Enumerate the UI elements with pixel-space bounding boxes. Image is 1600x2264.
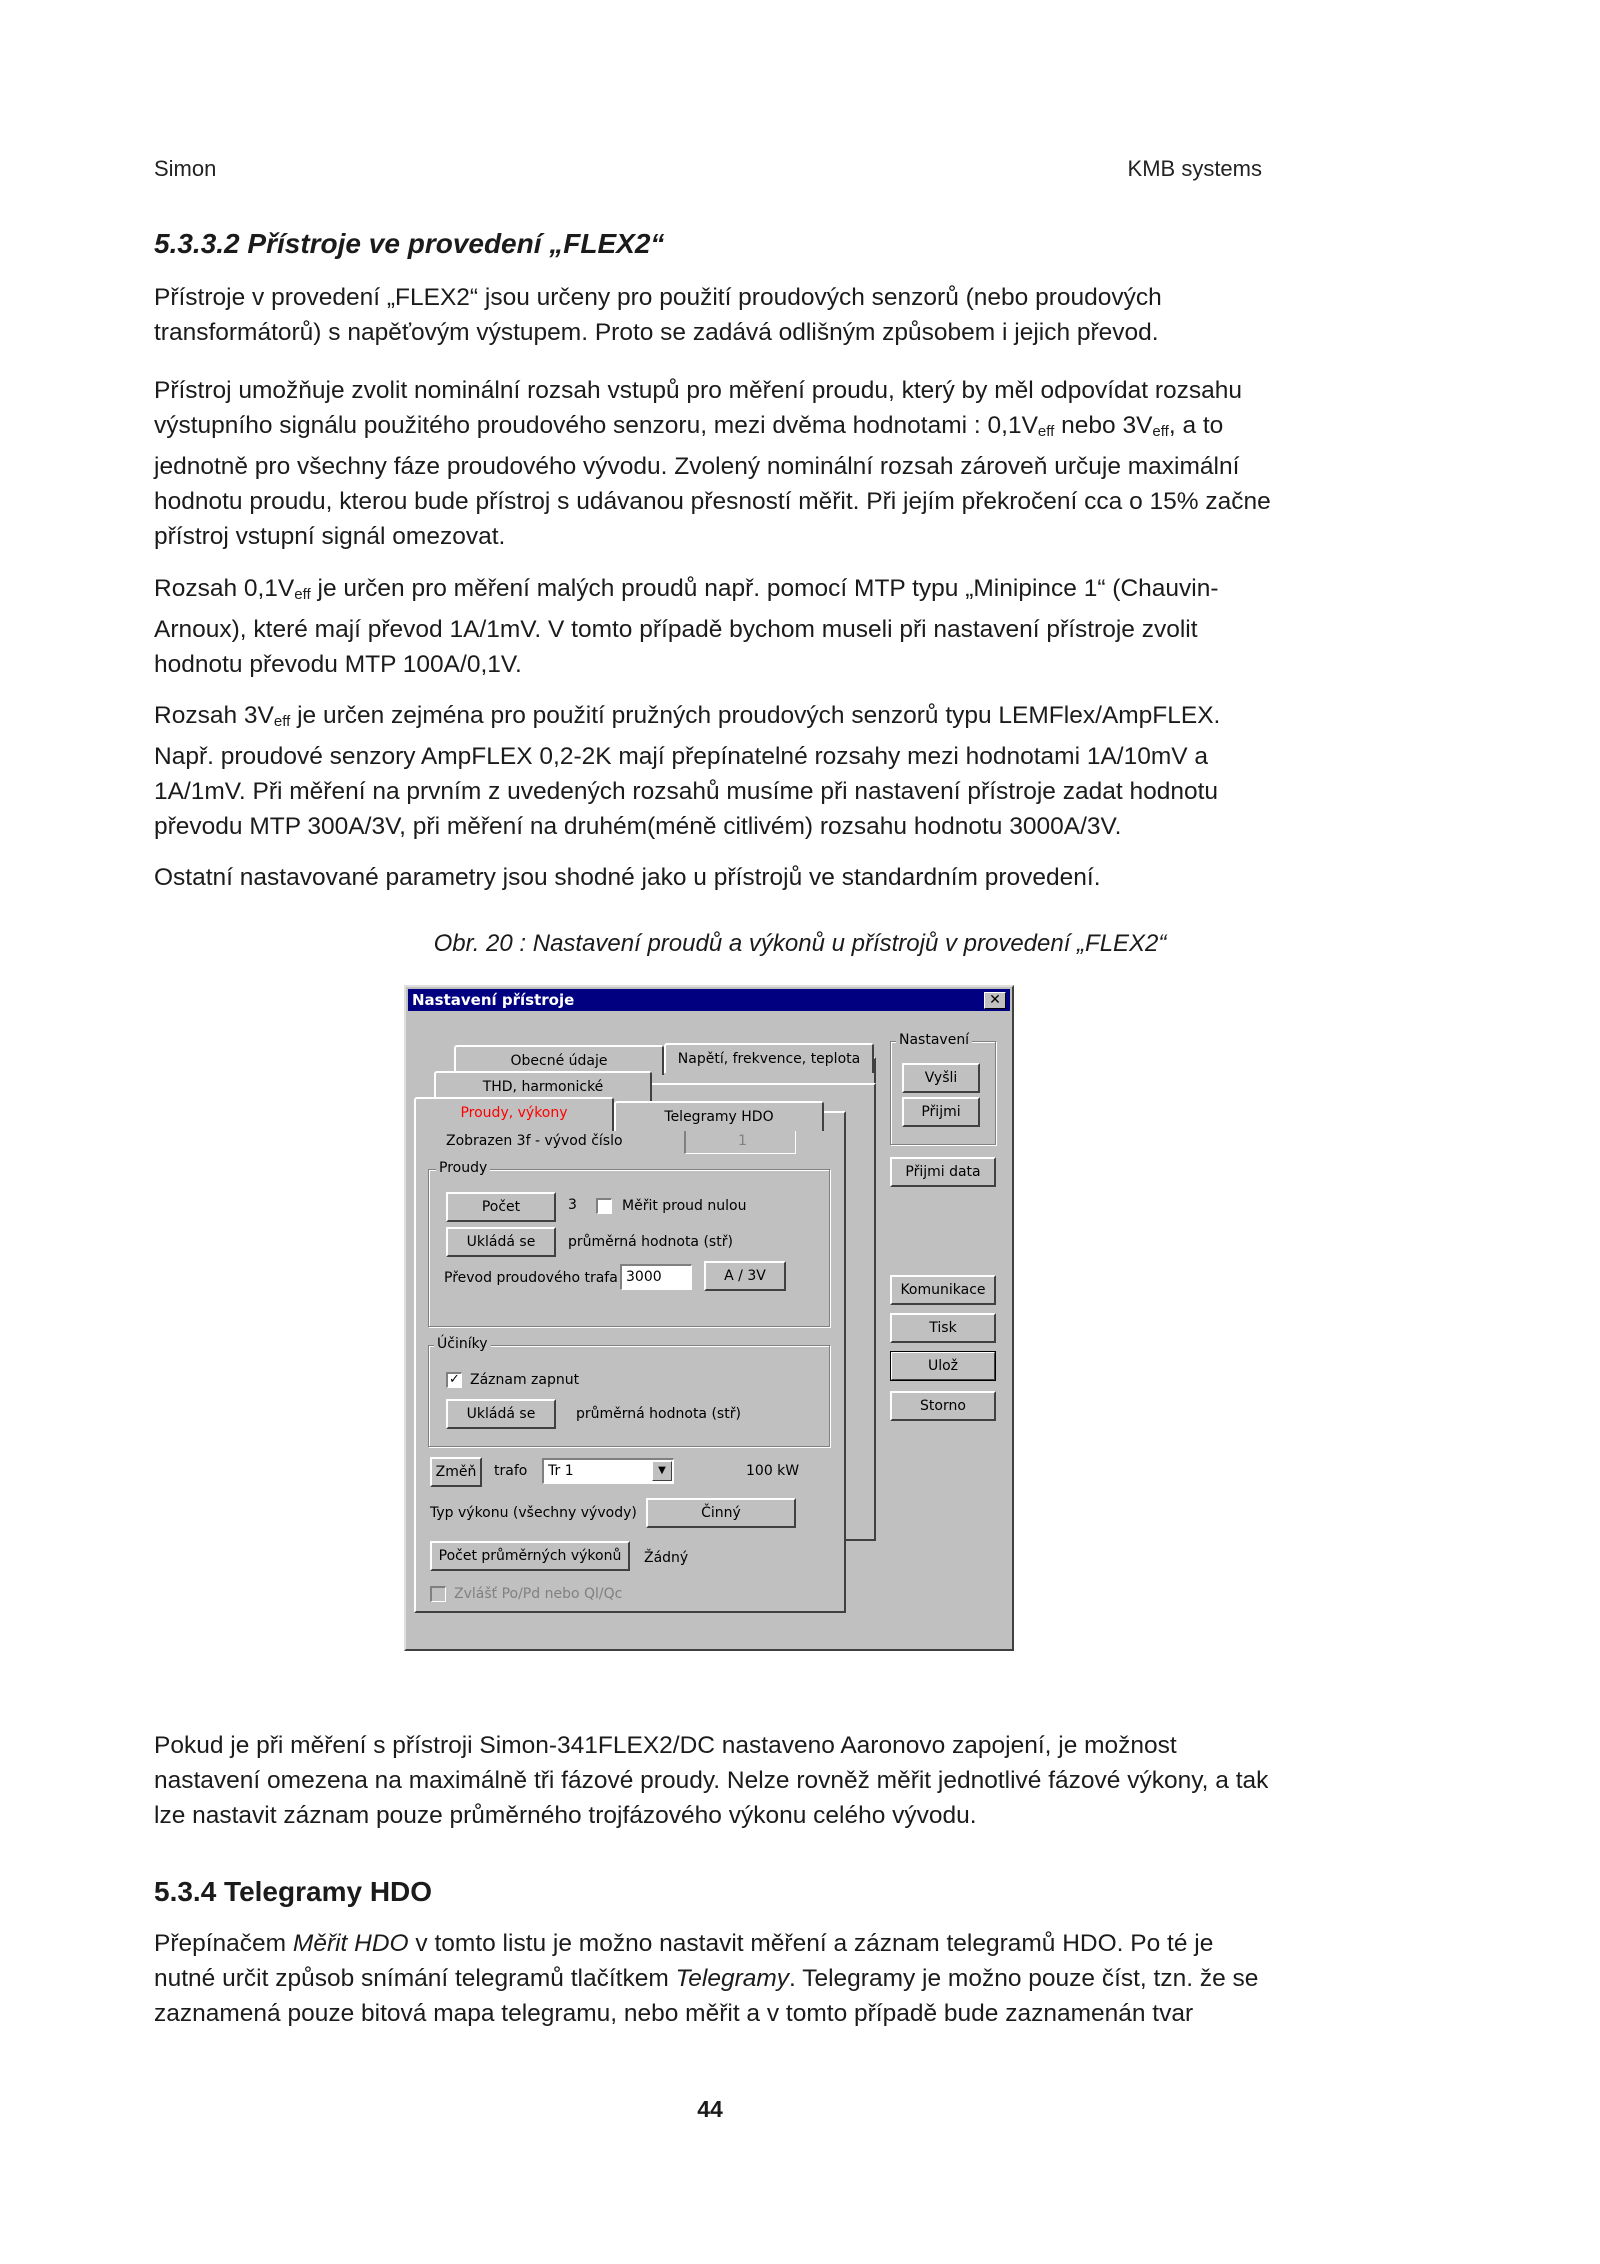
page-number: 44 bbox=[697, 2096, 723, 2122]
tab-page-proudy-vykony bbox=[414, 1111, 846, 1613]
trafo-label: trafo bbox=[494, 1463, 528, 1479]
group-proudy-label: Proudy bbox=[436, 1160, 490, 1176]
uklada-se-uciniky-button[interactable]: Ukládá se bbox=[446, 1399, 556, 1429]
paragraph-1: Přístroje v provedení „FLEX2“ jsou určeny pro použití proudových senzorů (nebo proudových transformátorů) s napěťovým výstupem. Proto se zadává odlišným způsobem i jejich převod. bbox=[154, 284, 1162, 346]
close-icon[interactable]: ✕ bbox=[984, 992, 1006, 1009]
prijmi-button[interactable]: Přijmi bbox=[902, 1097, 980, 1127]
header-left: Simon bbox=[154, 156, 217, 181]
typ-vykonu-button[interactable]: Činný bbox=[646, 1498, 796, 1528]
shown-value-field: 1 bbox=[684, 1128, 796, 1154]
tab-napeti-frekvence-teplota[interactable]: Napětí, frekvence, teplota bbox=[664, 1043, 874, 1073]
pocet-value: 3 bbox=[568, 1197, 577, 1213]
merit-nulou-label: Měřit proud nulou bbox=[622, 1198, 747, 1214]
group-nastaveni bbox=[890, 1041, 996, 1145]
komunikace-button[interactable]: Komunikace bbox=[890, 1275, 996, 1305]
figure-caption: Obr. 20 : Nastavení proudů a výkonů u přístrojů v provedení „FLEX2“ bbox=[433, 930, 1167, 957]
section-heading-534: 5.3.4 Telegramy HDO bbox=[154, 1876, 433, 1907]
typ-vykonu-label: Typ výkonu (všechny vývody) bbox=[430, 1505, 637, 1521]
chevron-down-icon[interactable]: ▼ bbox=[652, 1461, 672, 1481]
uloz-button[interactable]: Ulož bbox=[890, 1351, 996, 1381]
zmen-button[interactable]: Změň bbox=[430, 1457, 482, 1487]
pocet-prumernych-value: Žádný bbox=[644, 1550, 689, 1566]
settings-dialog bbox=[404, 985, 1014, 1651]
uklada-se-button[interactable]: Ukládá se bbox=[446, 1227, 556, 1257]
tab-telegramy-hdo[interactable]: Telegramy HDO bbox=[614, 1101, 824, 1131]
pocet-button[interactable]: Počet bbox=[446, 1192, 556, 1222]
prevod-label: Převod proudového trafa bbox=[444, 1270, 618, 1286]
trafo-select[interactable]: Tr 1 ▼ bbox=[542, 1458, 674, 1484]
zaznam-label: Záznam zapnut bbox=[470, 1372, 580, 1388]
tisk-button[interactable]: Tisk bbox=[890, 1313, 996, 1343]
uklada-se-text: průměrná hodnota (stř) bbox=[568, 1234, 733, 1250]
dialog-titlebar bbox=[408, 989, 1010, 1011]
header-right: KMB systems bbox=[1127, 156, 1262, 181]
uklada-se-uciniky-text: průměrná hodnota (stř) bbox=[576, 1406, 741, 1422]
merit-nulou-checkbox[interactable] bbox=[596, 1198, 612, 1214]
group-uciniky-label: Účiníky bbox=[434, 1336, 491, 1352]
prevod-input[interactable]: 3000 bbox=[620, 1264, 692, 1290]
pocet-prumernych-button[interactable]: Počet průměrných výkonů bbox=[430, 1541, 630, 1571]
dialog-title: Nastavení přístroje bbox=[412, 991, 575, 1009]
tab-thd-harmonicke[interactable]: THD, harmonické bbox=[434, 1071, 652, 1101]
zvlast-label: Zvlášť Po/Pd nebo Ql/Qc bbox=[454, 1586, 623, 1602]
group-uciniky bbox=[428, 1345, 830, 1447]
power-value: 100 kW bbox=[746, 1463, 800, 1479]
storno-button[interactable]: Storno bbox=[890, 1391, 996, 1421]
group-nastaveni-label: Nastavení bbox=[896, 1032, 972, 1048]
zvlast-checkbox[interactable] bbox=[430, 1586, 446, 1602]
prijmi-data-button[interactable]: Přijmi data bbox=[890, 1157, 996, 1187]
paragraph-5: Ostatní nastavované parametry jsou shodné jako u přístrojů ve standardním provedení. bbox=[154, 864, 1101, 891]
tab-obecne-udaje[interactable]: Obecné údaje bbox=[454, 1045, 664, 1075]
paragraph-6: Pokud je při měření s přístroji Simon-341FLEX2/DC nastaveno Aaronovo zapojení, je možnost nastavení omezena na maximálně tři fázové proudy. Nelze rovněž měřit jednotlivé fázové výkony, a tak lze nastavit záznam pouze průměrného trojfázového výkonu celého vývodu. bbox=[154, 1732, 1269, 1829]
shown-label: Zobrazen 3f - vývod číslo bbox=[446, 1133, 623, 1149]
paragraph-4: Rozsah $3V_{eff}$ je určen zejména pro použití pružných proudových senzorů typu LEMFlex/AmpFLEX. Např. proudové senzory AmpFLEX 0,2-2K mají přepínatelné rozsahy mezi hodnotami 1A/10mV a 1A/1mV. Při měření na prvním z uvedených rozsahů musíme při nastavení přístroje zadat hodnotu převodu MTP 300A/3V, při měření na druhém(méně citlivém) rozsahu hodnotu 3000A/3V. bbox=[154, 702, 1221, 840]
zaznam-checkbox[interactable]: ✓ bbox=[446, 1372, 462, 1388]
prevod-unit-button[interactable]: A / 3V bbox=[704, 1261, 786, 1291]
tab-proudy-vykony[interactable]: Proudy, výkony bbox=[414, 1097, 614, 1131]
paragraph-3: Rozsah $0,1V_{eff}$ je určen pro měření malých proudů např. pomocí MTP typu „Minipince 1“ (Chauvin-Arnoux), které mají převod 1A/1mV. V tomto případě bychom museli při nastavení přístroje zvolit hodnotu převodu MTP 100A/0,1V. bbox=[154, 575, 1219, 678]
vysli-button[interactable]: Vyšli bbox=[902, 1063, 980, 1093]
paragraph-2: Přístroj umožňuje zvolit nominální rozsah vstupů pro měření proudu, který by měl odpovídat rozsahu výstupního signálu použitého proudového senzoru, mezi dvěma hodnotami : $0,1V_{eff}$ nebo $3V_{eff}$, a to jednotně pro všechny fáze proudového vývodu. Zvolený nominální rozsah zároveň určuje maximální hodnotu proudu, kterou bude přístroj s udávanou přesností měřit. Při jejím překročení cca o 15% začne přístroj vstupní signál omezovat. bbox=[154, 377, 1271, 550]
paragraph-7: Přepínačem Měřit HDO v tomto listu je možno nastavit měření a záznam telegramů HDO. Po té je nutné určit způsob snímání telegramů tlačítkem Telegramy. Telegramy je možno pouze číst, tzn. že se zaznamená pouze bitová mapa telegramu, nebo měřit a v tomto případě bude zaznamenán tvar bbox=[154, 1930, 1259, 2027]
section-heading: 5.3.3.2 Přístroje ve provedení „FLEX2“ bbox=[154, 228, 665, 259]
